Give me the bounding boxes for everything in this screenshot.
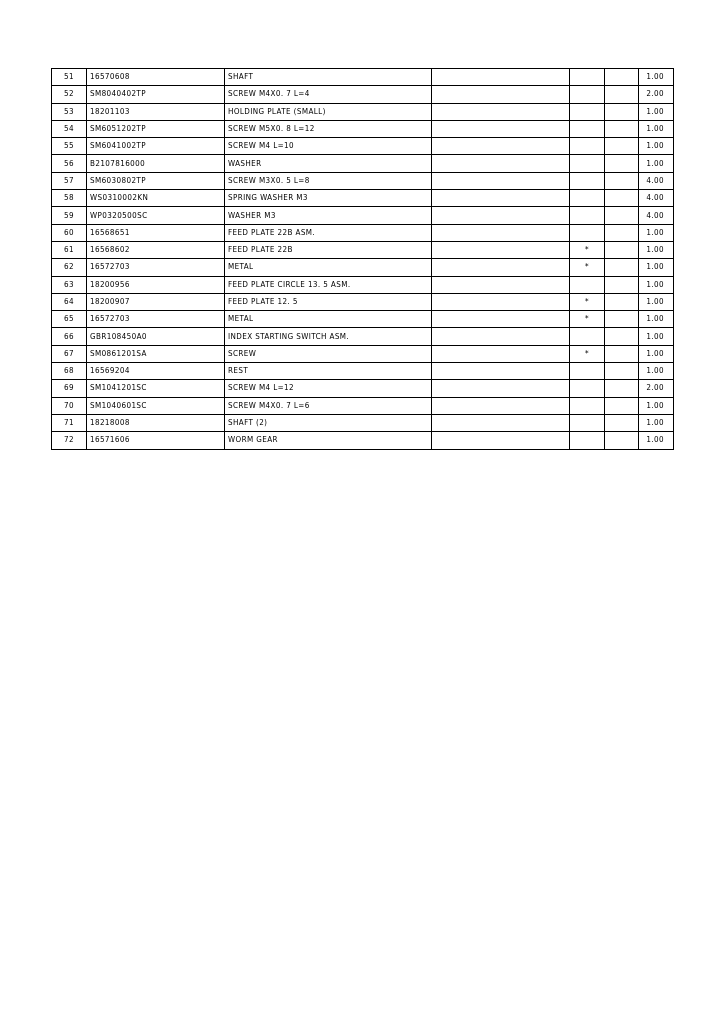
item-number-cell: 66: [52, 328, 87, 345]
part-name-cell: FEED PLATE CIRCLE 13. 5 ASM.: [225, 276, 432, 293]
part-name-cell: METAL: [225, 311, 432, 328]
extra-cell: [605, 138, 639, 155]
part-code-cell: 16568602: [87, 241, 225, 258]
part-name-cell: HOLDING PLATE (SMALL): [225, 103, 432, 120]
table-row: [52, 345, 674, 362]
mark-cell: [570, 172, 605, 189]
item-number-cell: 52: [52, 86, 87, 103]
mark-cell: [570, 414, 605, 431]
mark-cell: [570, 397, 605, 414]
mark-cell: [570, 207, 605, 224]
part-code-cell: 18218008: [87, 414, 225, 431]
part-code-cell: 16568651: [87, 224, 225, 241]
quantity-cell: 1.00: [639, 293, 674, 310]
part-name-cell: WASHER: [225, 155, 432, 172]
extra-cell: [605, 328, 639, 345]
part-code-cell: 16572703: [87, 259, 225, 276]
spec-cell: [432, 311, 570, 328]
item-number-cell: 55: [52, 138, 87, 155]
item-number-cell: 68: [52, 363, 87, 380]
spec-cell: [432, 432, 570, 449]
mark-cell: [570, 190, 605, 207]
quantity-cell: 1.00: [639, 138, 674, 155]
table-row: [52, 224, 674, 241]
extra-cell: [605, 397, 639, 414]
extra-cell: [605, 103, 639, 120]
item-number-cell: 56: [52, 155, 87, 172]
part-name-cell: FEED PLATE 22B ASM.: [225, 224, 432, 241]
quantity-cell: 1.00: [639, 259, 674, 276]
table-row: [52, 155, 674, 172]
part-name-cell: METAL: [225, 259, 432, 276]
part-name-cell: SCREW M4X0. 7 L=4: [225, 86, 432, 103]
table-row: [52, 397, 674, 414]
table-row: [52, 172, 674, 189]
part-name-cell: REST: [225, 363, 432, 380]
part-code-cell: 16569204: [87, 363, 225, 380]
part-code-cell: SM6051202TP: [87, 120, 225, 137]
part-name-cell: SHAFT (2): [225, 414, 432, 431]
spec-cell: [432, 190, 570, 207]
spec-cell: [432, 259, 570, 276]
part-code-cell: SM1041201SC: [87, 380, 225, 397]
quantity-cell: 1.00: [639, 241, 674, 258]
extra-cell: [605, 120, 639, 137]
part-code-cell: SM1040601SC: [87, 397, 225, 414]
quantity-cell: 4.00: [639, 207, 674, 224]
quantity-cell: 1.00: [639, 103, 674, 120]
quantity-cell: 1.00: [639, 69, 674, 86]
part-name-cell: WORM GEAR: [225, 432, 432, 449]
mark-cell: [570, 363, 605, 380]
item-number-cell: 63: [52, 276, 87, 293]
quantity-cell: 1.00: [639, 155, 674, 172]
mark-cell: [570, 155, 605, 172]
table-row: [52, 363, 674, 380]
mark-cell: [570, 86, 605, 103]
spec-cell: [432, 120, 570, 137]
spec-cell: [432, 414, 570, 431]
spec-cell: [432, 172, 570, 189]
part-code-cell: SM6030802TP: [87, 172, 225, 189]
part-name-cell: SHAFT: [225, 69, 432, 86]
extra-cell: [605, 432, 639, 449]
mark-cell: [570, 138, 605, 155]
part-name-cell: SCREW M4 L=10: [225, 138, 432, 155]
part-name-cell: FEED PLATE 12. 5: [225, 293, 432, 310]
extra-cell: [605, 69, 639, 86]
extra-cell: [605, 224, 639, 241]
part-code-cell: SM0861201SA: [87, 345, 225, 362]
table-row: [52, 69, 674, 86]
item-number-cell: 67: [52, 345, 87, 362]
quantity-cell: 2.00: [639, 86, 674, 103]
table-row: [52, 311, 674, 328]
item-number-cell: 59: [52, 207, 87, 224]
part-name-cell: FEED PLATE 22B: [225, 241, 432, 258]
parts-list-table: [51, 68, 674, 450]
quantity-cell: 2.00: [639, 380, 674, 397]
mark-cell: *: [570, 311, 605, 328]
mark-cell: [570, 224, 605, 241]
spec-cell: [432, 363, 570, 380]
mark-cell: [570, 328, 605, 345]
mark-cell: [570, 120, 605, 137]
extra-cell: [605, 345, 639, 362]
quantity-cell: 4.00: [639, 190, 674, 207]
part-name-cell: SCREW M4X0. 7 L=6: [225, 397, 432, 414]
part-name-cell: SPRING WASHER M3: [225, 190, 432, 207]
table-row: [52, 207, 674, 224]
part-name-cell: SCREW: [225, 345, 432, 362]
part-name-cell: SCREW M3X0. 5 L=8: [225, 172, 432, 189]
mark-cell: *: [570, 345, 605, 362]
table-row: [52, 241, 674, 258]
item-number-cell: 57: [52, 172, 87, 189]
quantity-cell: 1.00: [639, 414, 674, 431]
quantity-cell: 1.00: [639, 276, 674, 293]
quantity-cell: 1.00: [639, 363, 674, 380]
quantity-cell: 1.00: [639, 120, 674, 137]
item-number-cell: 51: [52, 69, 87, 86]
spec-cell: [432, 380, 570, 397]
table-row: [52, 259, 674, 276]
item-number-cell: 62: [52, 259, 87, 276]
extra-cell: [605, 276, 639, 293]
extra-cell: [605, 172, 639, 189]
item-number-cell: 72: [52, 432, 87, 449]
quantity-cell: 1.00: [639, 328, 674, 345]
item-number-cell: 64: [52, 293, 87, 310]
item-number-cell: 53: [52, 103, 87, 120]
extra-cell: [605, 190, 639, 207]
table-row: [52, 276, 674, 293]
quantity-cell: 1.00: [639, 224, 674, 241]
spec-cell: [432, 328, 570, 345]
extra-cell: [605, 241, 639, 258]
part-code-cell: GBR108450A0: [87, 328, 225, 345]
mark-cell: [570, 103, 605, 120]
item-number-cell: 65: [52, 311, 87, 328]
spec-cell: [432, 69, 570, 86]
spec-cell: [432, 345, 570, 362]
parts-list-body: [52, 69, 674, 450]
mark-cell: [570, 276, 605, 293]
table-row: [52, 328, 674, 345]
extra-cell: [605, 259, 639, 276]
table-row: [52, 432, 674, 449]
part-code-cell: SM8040402TP: [87, 86, 225, 103]
item-number-cell: 69: [52, 380, 87, 397]
part-code-cell: 16571606: [87, 432, 225, 449]
table-row: [52, 120, 674, 137]
part-code-cell: 18200907: [87, 293, 225, 310]
part-code-cell: 16570608: [87, 69, 225, 86]
part-code-cell: 18200956: [87, 276, 225, 293]
spec-cell: [432, 86, 570, 103]
extra-cell: [605, 155, 639, 172]
extra-cell: [605, 86, 639, 103]
quantity-cell: 4.00: [639, 172, 674, 189]
mark-cell: [570, 432, 605, 449]
spec-cell: [432, 293, 570, 310]
item-number-cell: 71: [52, 414, 87, 431]
spec-cell: [432, 138, 570, 155]
part-code-cell: WS0310002KN: [87, 190, 225, 207]
part-name-cell: SCREW M4 L=12: [225, 380, 432, 397]
table-row: [52, 138, 674, 155]
mark-cell: *: [570, 259, 605, 276]
mark-cell: [570, 380, 605, 397]
table-row: [52, 380, 674, 397]
part-code-cell: 16572703: [87, 311, 225, 328]
table-row: [52, 103, 674, 120]
extra-cell: [605, 311, 639, 328]
spec-cell: [432, 224, 570, 241]
spec-cell: [432, 397, 570, 414]
mark-cell: *: [570, 293, 605, 310]
table-row: [52, 190, 674, 207]
extra-cell: [605, 293, 639, 310]
extra-cell: [605, 363, 639, 380]
quantity-cell: 1.00: [639, 397, 674, 414]
spec-cell: [432, 241, 570, 258]
spec-cell: [432, 276, 570, 293]
item-number-cell: 70: [52, 397, 87, 414]
item-number-cell: 58: [52, 190, 87, 207]
item-number-cell: 54: [52, 120, 87, 137]
spec-cell: [432, 155, 570, 172]
part-name-cell: WASHER M3: [225, 207, 432, 224]
table-row: [52, 414, 674, 431]
quantity-cell: 1.00: [639, 345, 674, 362]
table-row: [52, 293, 674, 310]
item-number-cell: 60: [52, 224, 87, 241]
part-code-cell: SM6041002TP: [87, 138, 225, 155]
mark-cell: *: [570, 241, 605, 258]
spec-cell: [432, 207, 570, 224]
mark-cell: [570, 69, 605, 86]
part-code-cell: 18201103: [87, 103, 225, 120]
item-number-cell: 61: [52, 241, 87, 258]
part-code-cell: WP0320500SC: [87, 207, 225, 224]
extra-cell: [605, 380, 639, 397]
quantity-cell: 1.00: [639, 311, 674, 328]
quantity-cell: 1.00: [639, 432, 674, 449]
part-name-cell: SCREW M5X0. 8 L=12: [225, 120, 432, 137]
extra-cell: [605, 414, 639, 431]
spec-cell: [432, 103, 570, 120]
table-row: [52, 86, 674, 103]
part-name-cell: INDEX STARTING SWITCH ASM.: [225, 328, 432, 345]
extra-cell: [605, 207, 639, 224]
part-code-cell: B2107816000: [87, 155, 225, 172]
